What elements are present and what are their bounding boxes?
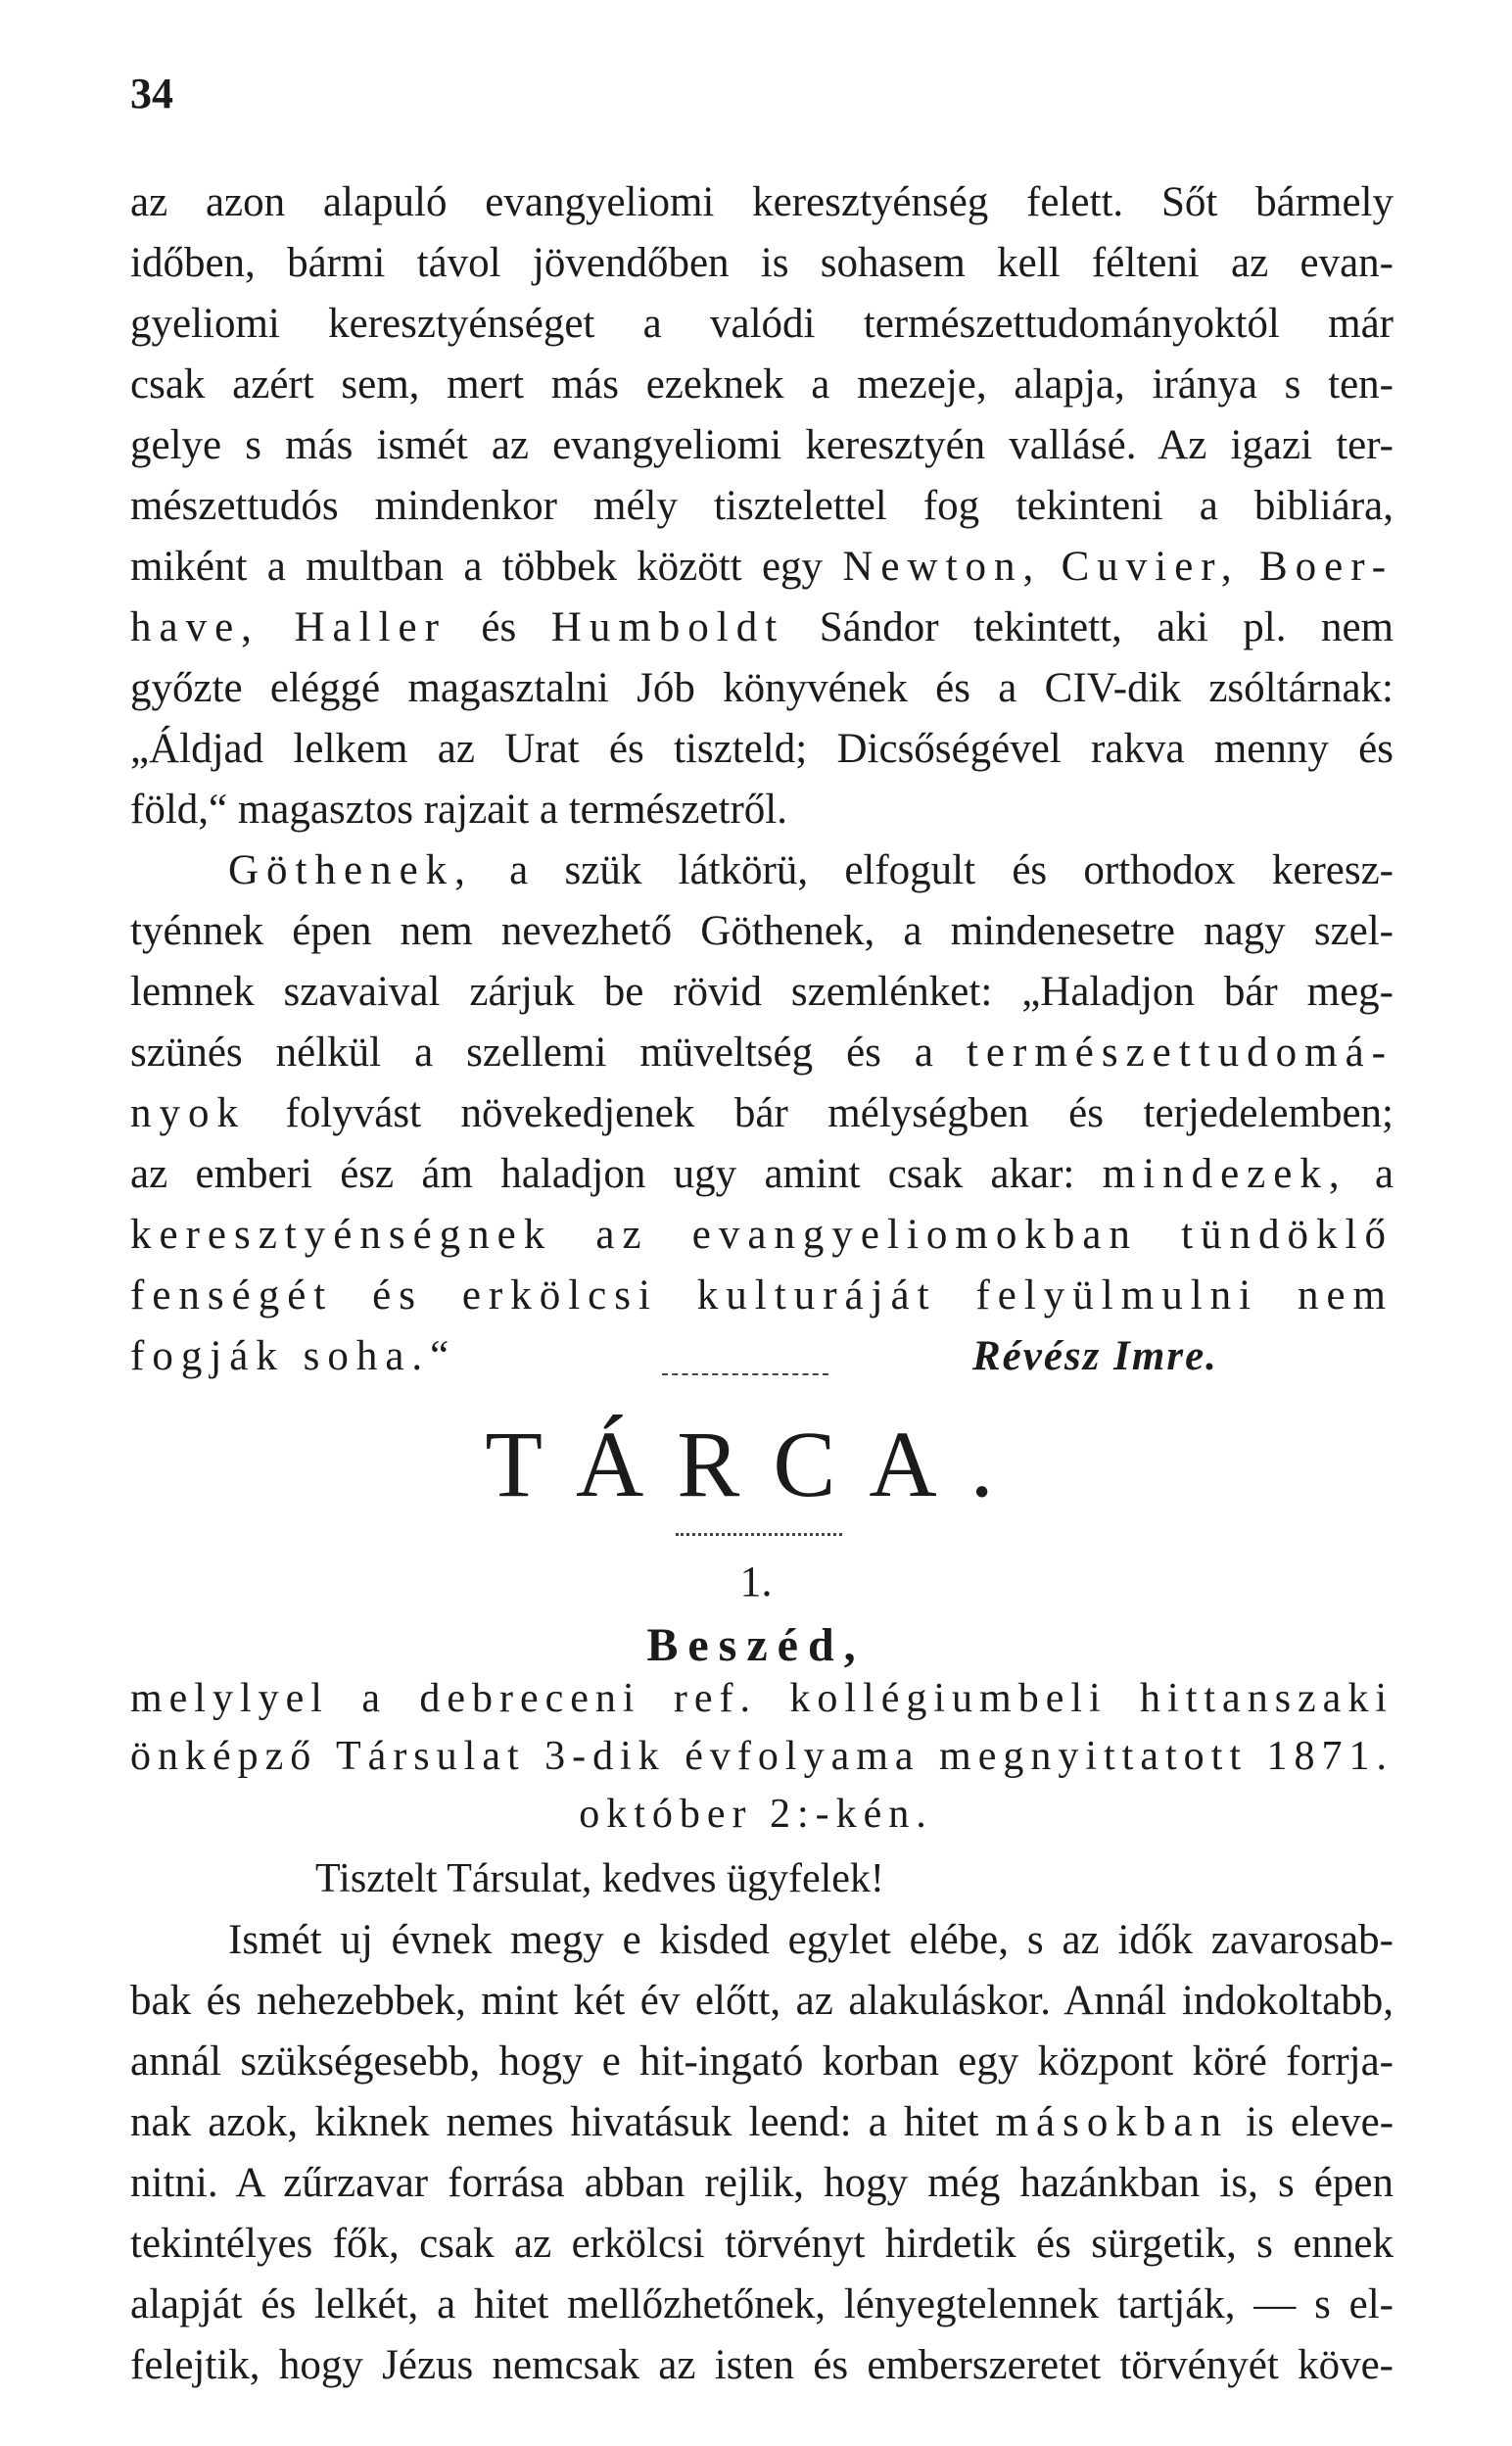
text-line: csak azért sem, mert más ezeknek a mezeje, alapja, iránya s ten- <box>130 361 1394 408</box>
name-humboldt: Humboldt <box>550 604 785 650</box>
article-subtitle: önképző Társulat 3-dik évfolyama megnyittatott 1871. <box>130 1734 1394 1779</box>
text-run: és <box>481 604 517 650</box>
salutation: Tisztelt Társulat, kedves ügyfelek! <box>315 1856 884 1901</box>
text-run: miként a multban a többek között egy <box>130 544 824 590</box>
text-run: fogják soha.“ <box>130 1333 457 1379</box>
text-line: „Áldjad lelkem az Urat és tiszteld; Dicsőségével rakva menny és <box>130 726 1394 772</box>
text-line: alapját és lelkét, a hitet mellőzhetőnek, lényegtelennek tartják, — s el- <box>130 2281 1394 2327</box>
name-gothenek: Göthenek, <box>228 847 473 893</box>
spaced-word: másokban <box>995 2099 1229 2145</box>
text-line: az azon alapuló evangyeliomi keresztyénség felett. Sőt bármely <box>130 179 1394 225</box>
text-line <box>130 2092 1394 2153</box>
text-line: annál szükségesebb, hogy e hit-ingató korban egy központ köré forrja- <box>130 2038 1394 2085</box>
spaced-word: mindezek, <box>1102 1151 1347 1197</box>
text-run: a <box>1374 1151 1394 1197</box>
text-line: Ismét uj évnek megy e kisded egylet elébe, s az idők zavarosab- <box>228 1917 1394 1963</box>
article-heading: Beszéd, <box>646 1619 866 1671</box>
text-line: bak és nehezebbek, mint két év előtt, az alakuláskor. Annál indokoltabb, <box>130 1978 1394 2024</box>
text-line: föld,“ magasztos rajzait a természetről. <box>130 787 787 833</box>
article-date: október 2:-kén. <box>579 1792 933 1837</box>
ornament-divider <box>676 1533 842 1536</box>
spaced-word: természettudomá- <box>966 1030 1394 1076</box>
text-line: fenségét és erkölcsi kulturáját felyülmulni nem <box>130 1272 1394 1319</box>
text-line <box>130 1023 1394 1083</box>
text-line: gyeliomi keresztyénséget a valódi természettudományoktól már <box>130 301 1394 347</box>
text-line: időben, bármi távol jövendőben is sohasem kell félteni az evan- <box>130 240 1394 286</box>
text-line: gelye s más ismét az evangyeliomi keresztyén vallásé. Az igazi ter- <box>130 422 1394 468</box>
ornament-divider <box>662 1373 828 1375</box>
text-run: is eleve- <box>1246 2099 1394 2145</box>
text-run: a szük látkörü, elfogult és orthodox keresz- <box>509 847 1394 893</box>
text-line: nitni. A zűrzavar forrása abban rejlik, hogy még hazánkban is, s épen <box>130 2160 1394 2206</box>
article-number: 1. <box>739 1558 773 1606</box>
text-line <box>130 1083 1394 1144</box>
name-boerhave: Boer- <box>1258 544 1394 590</box>
name-haller: Haller <box>294 604 447 650</box>
text-line <box>130 537 1394 598</box>
text-line <box>130 1144 1394 1205</box>
text-line: mészettudós mindenkor mély tisztelettel fog tekinteni a bibliára, <box>130 483 1394 529</box>
article-subtitle: melylyel a debreceni ref. kollégiumbeli hittanszaki <box>130 1676 1394 1721</box>
name-newton: Newton, <box>842 544 1042 590</box>
text-line <box>228 840 1394 901</box>
name-boerhave-cont: have, <box>130 604 260 650</box>
spaced-word: nyok <box>130 1090 246 1136</box>
section-title: TÁRCA. <box>485 1412 1027 1516</box>
text-run: nak azok, kiknek nemes hivatásuk leend: a hitet <box>130 2099 979 2145</box>
text-line: tekintélyes fők, csak az erkölcsi törvényt hirdetik és sürgetik, s ennek <box>130 2221 1394 2267</box>
author-signature: Révész Imre. <box>972 1333 1218 1379</box>
text-run: az emberi ész ám haladjon ugy amint csak akar: <box>130 1151 1075 1197</box>
text-run: szünés nélkül a szellemi müveltség és a <box>130 1030 933 1076</box>
text-line: lemnek szavaival zárjuk be rövid szemlénket: „Haladjon bár meg- <box>130 969 1394 1015</box>
name-cuvier: Cuvier, <box>1061 544 1240 590</box>
text-run: Sándor tekintett, aki pl. nem <box>819 604 1394 650</box>
text-line <box>130 1326 1394 1387</box>
text-line: tyénnek épen nem nevezhető Göthenek, a mindenesetre nagy szel- <box>130 908 1394 954</box>
text-line: győzte eléggé magasztalni Jób könyvének és a CIV-dik zsóltárnak: <box>130 665 1394 711</box>
page-number: 34 <box>130 70 173 118</box>
text-line: felejtik, hogy Jézus nemcsak az isten és emberszeretet törvényét köve- <box>130 2342 1394 2388</box>
text-run: folyvást növekedjenek bár mélységben és terjedelemben; <box>285 1090 1394 1136</box>
text-line <box>130 598 1394 658</box>
text-line: keresztyénségnek az evangyeliomokban tündöklő <box>130 1212 1394 1258</box>
